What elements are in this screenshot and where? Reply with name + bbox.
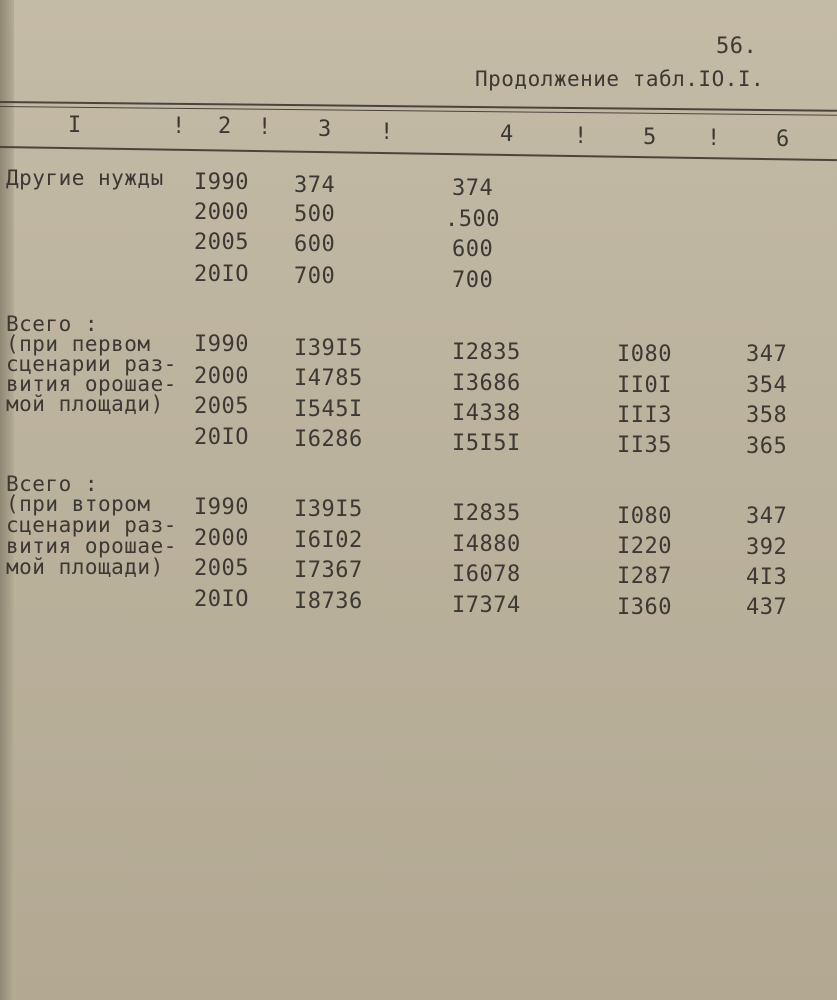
year-cell: 2005 [194, 556, 249, 581]
year-cell: 2000 [194, 200, 249, 225]
col4-cell: I3686 [452, 371, 521, 396]
col-header-5: 5 [643, 125, 657, 150]
group-label: сценарии раз- [6, 352, 177, 376]
col6-cell: 392 [746, 535, 788, 560]
col5-cell: II35 [617, 433, 672, 458]
col3-cell: I6I02 [294, 528, 363, 553]
col4-cell: 700 [452, 268, 494, 293]
col3-cell: I39I5 [294, 336, 363, 361]
group-label: мой площади) [6, 555, 164, 579]
col6-cell: 347 [746, 342, 788, 367]
col4-cell: I6078 [452, 562, 521, 587]
group-label: сценарии раз- [6, 513, 177, 537]
col5-cell: I220 [617, 534, 672, 559]
col-separator: ! [707, 126, 721, 151]
col4-cell: I5I5I [452, 431, 521, 456]
group-label: (при первом [6, 332, 151, 356]
group-label: мой площади) [6, 392, 164, 416]
col4-cell: I4880 [452, 532, 521, 557]
col3-cell: I7367 [294, 558, 363, 583]
table-caption: Продолжение табл.IO.I. [475, 67, 765, 91]
col3-cell: I39I5 [294, 497, 363, 522]
year-cell: I990 [194, 495, 249, 520]
col4-cell: I2835 [452, 340, 521, 365]
col-header-1: I [68, 113, 82, 138]
col6-cell: 365 [746, 434, 788, 459]
col4-cell: 374 [452, 176, 494, 201]
col6-cell: 358 [746, 403, 788, 428]
group-label: Всего : [6, 312, 99, 336]
col-separator: ! [258, 115, 272, 140]
col4-cell: I4338 [452, 401, 521, 426]
col-separator: ! [380, 120, 394, 145]
col6-cell: 437 [746, 595, 788, 620]
col4-cell: I2835 [452, 501, 521, 526]
year-cell: 20IO [194, 587, 249, 612]
year-cell: 2000 [194, 526, 249, 551]
col3-cell: I4785 [294, 366, 363, 391]
group-label: (при втором [6, 492, 151, 516]
col-separator: ! [172, 114, 186, 139]
col-header-6: 6 [776, 127, 790, 152]
year-cell: 20IO [194, 425, 249, 450]
col-separator: ! [574, 124, 588, 149]
group-label: Другие нужды [6, 166, 164, 190]
page-number: 56. [716, 34, 758, 59]
col5-cell: I080 [617, 342, 672, 367]
col4-cell: I7374 [452, 593, 521, 618]
col6-cell: 4I3 [746, 565, 788, 590]
year-cell: 20IO [194, 262, 249, 287]
year-cell: 2000 [194, 364, 249, 389]
group-label: Всего : [6, 472, 99, 496]
group-label: вития орошае- [6, 372, 177, 396]
col3-cell: I8736 [294, 589, 363, 614]
col6-cell: 347 [746, 504, 788, 529]
col3-cell: 374 [294, 173, 336, 198]
col4-cell: .500 [445, 207, 500, 232]
col-header-3: 3 [318, 117, 332, 142]
col3-cell: 600 [294, 232, 336, 257]
col5-cell: II0I [617, 373, 672, 398]
col-header-2: 2 [218, 114, 232, 139]
year-cell: 2005 [194, 230, 249, 255]
col5-cell: I360 [617, 595, 672, 620]
year-cell: I990 [194, 170, 249, 195]
col6-cell: 354 [746, 373, 788, 398]
col5-cell: III3 [617, 403, 672, 428]
year-cell: I990 [194, 332, 249, 357]
col3-cell: I6286 [294, 427, 363, 452]
col3-cell: I545I [294, 397, 363, 422]
group-label: вития орошае- [6, 534, 177, 558]
col5-cell: I287 [617, 564, 672, 589]
col3-cell: 500 [294, 202, 336, 227]
col5-cell: I080 [617, 504, 672, 529]
col3-cell: 700 [294, 264, 336, 289]
year-cell: 2005 [194, 394, 249, 419]
col-header-4: 4 [500, 122, 514, 147]
col4-cell: 600 [452, 237, 494, 262]
